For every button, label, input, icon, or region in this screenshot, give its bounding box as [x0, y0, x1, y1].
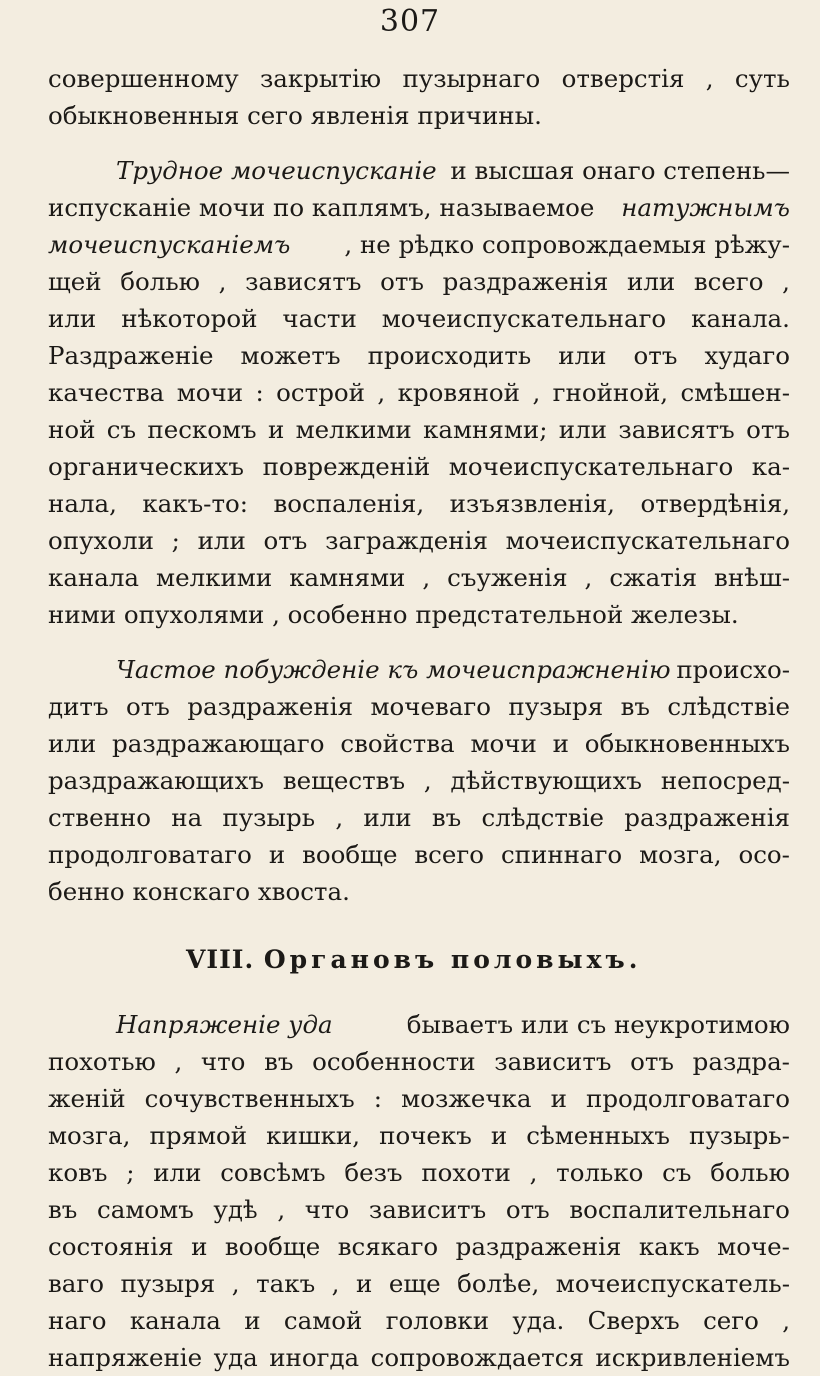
- word: отъ: [263, 526, 308, 555]
- word: мочи: [176, 378, 244, 407]
- word: ,: [423, 766, 432, 795]
- word: пузыря: [508, 692, 604, 721]
- text-line: [48, 559, 790, 596]
- word: опухоли: [48, 526, 154, 555]
- word: ,: [584, 563, 593, 592]
- word: пузырь: [222, 803, 316, 832]
- word: раздражающихъ: [48, 766, 265, 795]
- text-line: [48, 300, 790, 337]
- word: уда: [213, 1343, 258, 1372]
- word: что: [200, 1047, 246, 1076]
- text-line: обыкновенныя сего явленія причины.: [48, 101, 542, 130]
- word: сочувственныхъ: [144, 1084, 355, 1113]
- word: или: [363, 803, 412, 832]
- text-line: [48, 836, 790, 873]
- word: въ: [48, 1195, 78, 1224]
- word: Раздраженіе: [48, 341, 214, 370]
- word: ,: [331, 1269, 340, 1298]
- text-line: [48, 448, 790, 485]
- word: самомъ: [97, 1195, 194, 1224]
- word: части: [282, 304, 357, 333]
- text-line: [48, 226, 790, 263]
- word: ,: [174, 1047, 183, 1076]
- section-title: Органовъ половыхъ.: [263, 945, 642, 974]
- word: канала.: [691, 304, 790, 333]
- text-line: ними опухолями , особенно предстательной железы.: [48, 600, 739, 629]
- word: сего: [703, 1306, 759, 1335]
- word: ,: [782, 1306, 790, 1335]
- text-line: [48, 1339, 790, 1376]
- italic-term: натужнымъ: [621, 193, 790, 222]
- word: искривленіемъ: [595, 1343, 790, 1372]
- text-line: [48, 189, 790, 226]
- word: зависитъ: [494, 1047, 612, 1076]
- text-line: [48, 688, 790, 725]
- word: Сверхъ: [587, 1306, 680, 1335]
- word: удѣ: [213, 1195, 258, 1224]
- word: всякаго: [337, 1232, 439, 1261]
- word: моче-: [717, 1232, 790, 1261]
- word: гнойной,: [552, 378, 669, 407]
- word: отвердѣнія,: [640, 489, 790, 518]
- word: сжатія: [609, 563, 698, 592]
- word: продолговатаго: [48, 840, 252, 869]
- word: свойства: [340, 729, 455, 758]
- word: всего: [693, 267, 764, 296]
- word: закрытію: [259, 64, 382, 93]
- word: или: [153, 1158, 202, 1187]
- word: и: [268, 840, 286, 869]
- word: ,: [335, 803, 344, 832]
- word: ваго: [48, 1269, 104, 1298]
- word: отъ: [505, 1195, 550, 1224]
- word: ;: [171, 526, 180, 555]
- text-line: [48, 1006, 790, 1043]
- word: или: [48, 304, 97, 333]
- word: что: [304, 1195, 350, 1224]
- text-span: происхо-: [676, 655, 790, 684]
- word: нѣкоторой: [121, 304, 258, 333]
- word: или: [558, 415, 608, 444]
- text-line: [48, 1228, 790, 1265]
- word: слѣдствіе: [481, 803, 605, 832]
- word: канала: [129, 1306, 221, 1335]
- word: уда.: [512, 1306, 565, 1335]
- word: вообще: [302, 840, 398, 869]
- word: прямой: [149, 1121, 248, 1150]
- text-line: [48, 1265, 790, 1302]
- text-span: и высшая онаго степень—: [450, 156, 790, 185]
- word: изъязвленія,: [449, 489, 615, 518]
- text-line: [48, 725, 790, 762]
- word: раздраженія: [624, 803, 790, 832]
- word: осо-: [738, 840, 790, 869]
- word: съ: [662, 1158, 692, 1187]
- word: похоти: [421, 1158, 511, 1187]
- word: и: [244, 1306, 261, 1335]
- word: и: [191, 1232, 208, 1261]
- word: съ: [106, 415, 137, 444]
- word: кровяной: [397, 378, 521, 407]
- word: совершенному: [48, 64, 239, 93]
- text-line: [48, 152, 790, 189]
- word: отверстія: [561, 64, 685, 93]
- text-line: [48, 1191, 790, 1228]
- word: почекъ: [379, 1121, 472, 1150]
- word: мелкими: [295, 415, 412, 444]
- word: безъ: [344, 1158, 403, 1187]
- text-line: [48, 1117, 790, 1154]
- text-line: бенно конскаго хвоста.: [48, 877, 350, 906]
- word: веществъ: [282, 766, 406, 795]
- word: отъ: [633, 341, 678, 370]
- text-span: испусканіе мочи по каплямъ, называемое: [48, 193, 595, 222]
- text-span: , не рѣдко сопровождаемыя рѣжу-: [344, 230, 790, 259]
- word: ковъ: [48, 1158, 108, 1187]
- word: ;: [126, 1158, 135, 1187]
- word: и: [552, 729, 569, 758]
- word: раздраженія: [187, 692, 354, 721]
- word: дѣйствующихъ: [450, 766, 642, 795]
- word: ,: [532, 378, 541, 407]
- word: пузырь-: [689, 1121, 790, 1150]
- word: воспалительнаго: [569, 1195, 790, 1224]
- word: внѣш-: [714, 563, 790, 592]
- text-line: [48, 651, 790, 688]
- text-line: [48, 411, 790, 448]
- word: поврежденій: [262, 452, 431, 481]
- word: и: [267, 415, 285, 444]
- word: въ: [620, 692, 650, 721]
- word: мочеиспускательнаго: [505, 526, 790, 555]
- word: :: [373, 1084, 383, 1113]
- word: раздражающаго: [112, 729, 325, 758]
- word: качества: [48, 378, 165, 407]
- text-block: [48, 60, 790, 1376]
- word: и: [490, 1121, 508, 1150]
- italic-term: Напряженіе уда: [116, 1010, 333, 1039]
- word: мочеиспускательнаго: [381, 304, 667, 333]
- word: болью: [120, 267, 200, 296]
- page-number: 307: [379, 4, 441, 39]
- word: пескомъ: [147, 415, 257, 444]
- word: пузыря: [120, 1269, 216, 1298]
- word: ,: [377, 378, 386, 407]
- word: мозга,: [639, 840, 722, 869]
- word: всего: [414, 840, 484, 869]
- text-line: [48, 485, 790, 522]
- word: камнями: [289, 563, 406, 592]
- word: или: [627, 267, 676, 296]
- word: только: [556, 1158, 644, 1187]
- italic-term: Частое побужденіе къ мочеиспражненію: [116, 655, 671, 684]
- word: кишки,: [266, 1121, 361, 1150]
- text-line: [48, 762, 790, 799]
- text-line: [48, 799, 790, 836]
- word: отъ: [126, 692, 170, 721]
- word: загражденія: [325, 526, 488, 555]
- word: совсѣмъ: [220, 1158, 326, 1187]
- word: и: [550, 1084, 567, 1113]
- word: головки: [385, 1306, 490, 1335]
- word: сѣменныхъ: [526, 1121, 670, 1150]
- text-line: [48, 522, 790, 559]
- section-numeral: VIII.: [186, 945, 255, 974]
- text-line: [48, 263, 790, 300]
- word: состоянія: [48, 1232, 174, 1261]
- word: ,: [782, 267, 790, 296]
- word: болѣе,: [457, 1269, 540, 1298]
- word: въ: [431, 803, 462, 832]
- word: канала: [48, 563, 140, 592]
- word: на: [171, 803, 203, 832]
- word: дитъ: [48, 692, 109, 721]
- word: ной: [48, 415, 96, 444]
- word: ,: [529, 1158, 538, 1187]
- word: раздраженія: [442, 267, 609, 296]
- word: камнями;: [423, 415, 548, 444]
- word: органическихъ: [48, 452, 244, 481]
- word: или: [558, 341, 607, 370]
- word: непосред-: [660, 766, 790, 795]
- text-span: бываетъ или съ неукротимою: [406, 1010, 790, 1039]
- word: напряженіе: [48, 1343, 203, 1372]
- word: щей: [48, 267, 102, 296]
- word: мочеиспускательнаго: [448, 452, 734, 481]
- word: зависятъ: [245, 267, 362, 296]
- word: или: [48, 729, 97, 758]
- word: еще: [388, 1269, 441, 1298]
- word: вообще: [224, 1232, 321, 1261]
- word: съуженія: [447, 563, 568, 592]
- word: раздраженія: [455, 1232, 622, 1261]
- text-line: [48, 1080, 790, 1117]
- word: мочи: [470, 729, 537, 758]
- text-line: [48, 1154, 790, 1191]
- word: ственно: [48, 803, 151, 832]
- word: или: [197, 526, 246, 555]
- section-heading: [48, 938, 790, 982]
- word: суть: [734, 64, 790, 93]
- word: ,: [422, 563, 431, 592]
- word: мелкими: [156, 563, 273, 592]
- text-line: [48, 1302, 790, 1339]
- word: худаго: [704, 341, 790, 370]
- word: мозжечка: [401, 1084, 532, 1113]
- word: слѣдствіе: [667, 692, 790, 721]
- italic-term: мочеиспусканіемъ: [48, 230, 291, 259]
- word: похотью: [48, 1047, 156, 1076]
- word: острой: [276, 378, 365, 407]
- word: въ: [264, 1047, 294, 1076]
- word: зависятъ: [618, 415, 735, 444]
- word: :: [255, 378, 264, 407]
- word: нала,: [48, 489, 117, 518]
- word: ка-: [751, 452, 790, 481]
- word: сопровождается: [370, 1343, 584, 1372]
- italic-term: Трудное мочеиспусканіе: [116, 156, 437, 185]
- word: иногда: [269, 1343, 360, 1372]
- word: спиннаго: [500, 840, 623, 869]
- word: ,: [277, 1195, 286, 1224]
- word: какъ: [638, 1232, 700, 1261]
- word: ,: [705, 64, 714, 93]
- word: мочеиспускатель-: [555, 1269, 790, 1298]
- word: отъ: [746, 415, 790, 444]
- word: наго: [48, 1306, 107, 1335]
- word: мочеваго: [370, 692, 491, 721]
- word: ,: [231, 1269, 240, 1298]
- word: обыкновенныхъ: [584, 729, 790, 758]
- word: самой: [283, 1306, 363, 1335]
- word: отъ: [380, 267, 425, 296]
- word: какъ-то:: [142, 489, 249, 518]
- word: воспаленія,: [273, 489, 425, 518]
- word: происходить: [367, 341, 532, 370]
- text-line: [48, 1043, 790, 1080]
- word: можетъ: [240, 341, 341, 370]
- word: отъ: [630, 1047, 675, 1076]
- word: продолговатаго: [586, 1084, 790, 1113]
- word: женій: [48, 1084, 126, 1113]
- text-line: [48, 374, 790, 411]
- word: особенности: [312, 1047, 476, 1076]
- word: смѣшен-: [680, 378, 790, 407]
- text-line: [48, 337, 790, 374]
- word: пузырнаго: [402, 64, 541, 93]
- word: раздра-: [692, 1047, 790, 1076]
- word: зависитъ: [368, 1195, 487, 1224]
- text-line: [48, 60, 790, 97]
- word: мозга,: [48, 1121, 131, 1150]
- word: такъ: [256, 1269, 316, 1298]
- word: ,: [218, 267, 227, 296]
- word: и: [355, 1269, 373, 1298]
- word: болью: [710, 1158, 790, 1187]
